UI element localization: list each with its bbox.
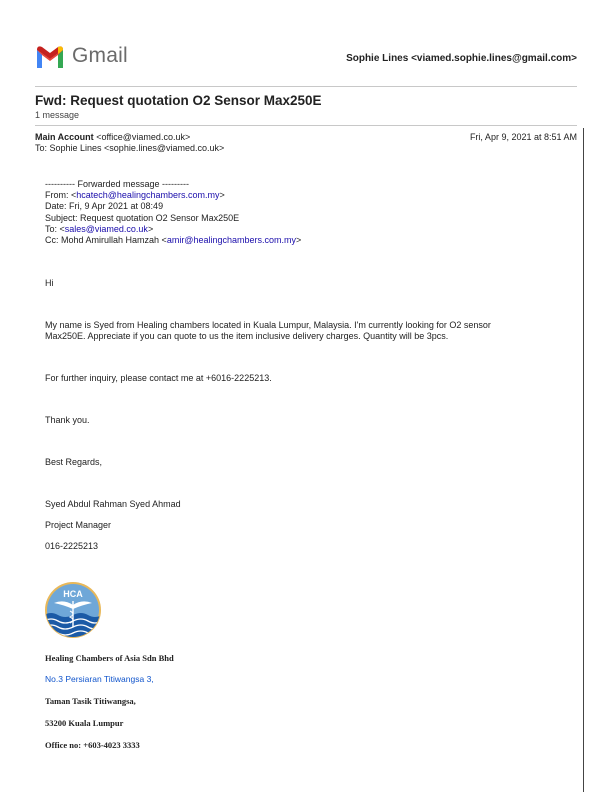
forwarded-to: To: <sales@viamed.co.uk> bbox=[45, 223, 154, 234]
hca-company-logo-icon bbox=[44, 581, 102, 639]
body-thanks: Thank you. bbox=[45, 415, 90, 425]
message-recipient: To: Sophie Lines <sophie.lines@viamed.co.uk> bbox=[35, 143, 225, 153]
forwarded-from: From: <hcatech@healingchambers.com.my> bbox=[45, 190, 225, 201]
forwarded-cc: Cc: Mohd Amirullah Hamzah <amir@healingchambers.com.my> bbox=[45, 235, 302, 246]
company-address-line-1[interactable]: No.3 Persiaran Titiwangsa 3, bbox=[45, 674, 154, 684]
company-name: Healing Chambers of Asia Sdn Bhd bbox=[45, 653, 174, 663]
page-right-border bbox=[583, 128, 584, 792]
body-paragraph-2: For further inquiry, please contact me at +6016-2225213. bbox=[45, 373, 272, 383]
message-sender bbox=[35, 132, 190, 142]
forwarded-from-link[interactable]: hcatech@healingchambers.com.my bbox=[76, 190, 220, 201]
gmail-logo-icon bbox=[35, 45, 65, 68]
account-identity: Sophie Lines <viamed.sophie.lines@gmail.com> bbox=[346, 53, 577, 64]
forwarded-cc-link[interactable]: amir@healingchambers.com.my bbox=[166, 235, 296, 246]
signature-phone: 016-2225213 bbox=[45, 541, 99, 551]
body-paragraph-1-line-1: My name is Syed from Healing chambers located in Kuala Lumpur, Malaysia. I'm currently looking for O2 sensor bbox=[45, 320, 491, 330]
gmail-brand-text: Gmail bbox=[72, 44, 128, 67]
message-date: Fri, Apr 9, 2021 at 8:51 AM bbox=[469, 132, 577, 142]
forwarded-to-link[interactable]: sales@viamed.co.uk bbox=[64, 223, 148, 234]
sender-email: <office@viamed.co.uk> bbox=[96, 132, 191, 142]
forwarded-header bbox=[45, 179, 301, 246]
thread-divider bbox=[35, 125, 577, 126]
header-divider bbox=[35, 86, 577, 87]
sender-name: Main Account bbox=[35, 132, 94, 142]
body-paragraph-1-line-2: Max250E. Appreciate if you can quote to us the item inclusive delivery charges. Quantity will be 3pcs. bbox=[45, 331, 449, 342]
hca-logo-text: HCA bbox=[63, 589, 83, 599]
forwarded-divider: ---------- Forwarded message --------- bbox=[45, 179, 189, 189]
forwarded-subject: Subject: Request quotation O2 Sensor Max250E bbox=[45, 212, 240, 223]
signature-name: Syed Abdul Rahman Syed Ahmad bbox=[45, 499, 181, 509]
signature-title: Project Manager bbox=[45, 520, 112, 530]
body-paragraph-1 bbox=[45, 320, 491, 342]
thread-subject: Fwd: Request quotation O2 Sensor Max250E bbox=[35, 93, 322, 108]
message-count: 1 message bbox=[35, 110, 80, 120]
company-address-line-2: Taman Tasik Titiwangsa, bbox=[45, 696, 136, 706]
company-office-phone: Office no: +603-4023 3333 bbox=[45, 740, 140, 750]
forwarded-date: Date: Fri, 9 Apr 2021 at 08:49 bbox=[45, 201, 164, 212]
body-greeting: Hi bbox=[45, 278, 54, 288]
company-address-line-3: 53200 Kuala Lumpur bbox=[45, 718, 124, 728]
body-regards: Best Regards, bbox=[45, 457, 103, 467]
